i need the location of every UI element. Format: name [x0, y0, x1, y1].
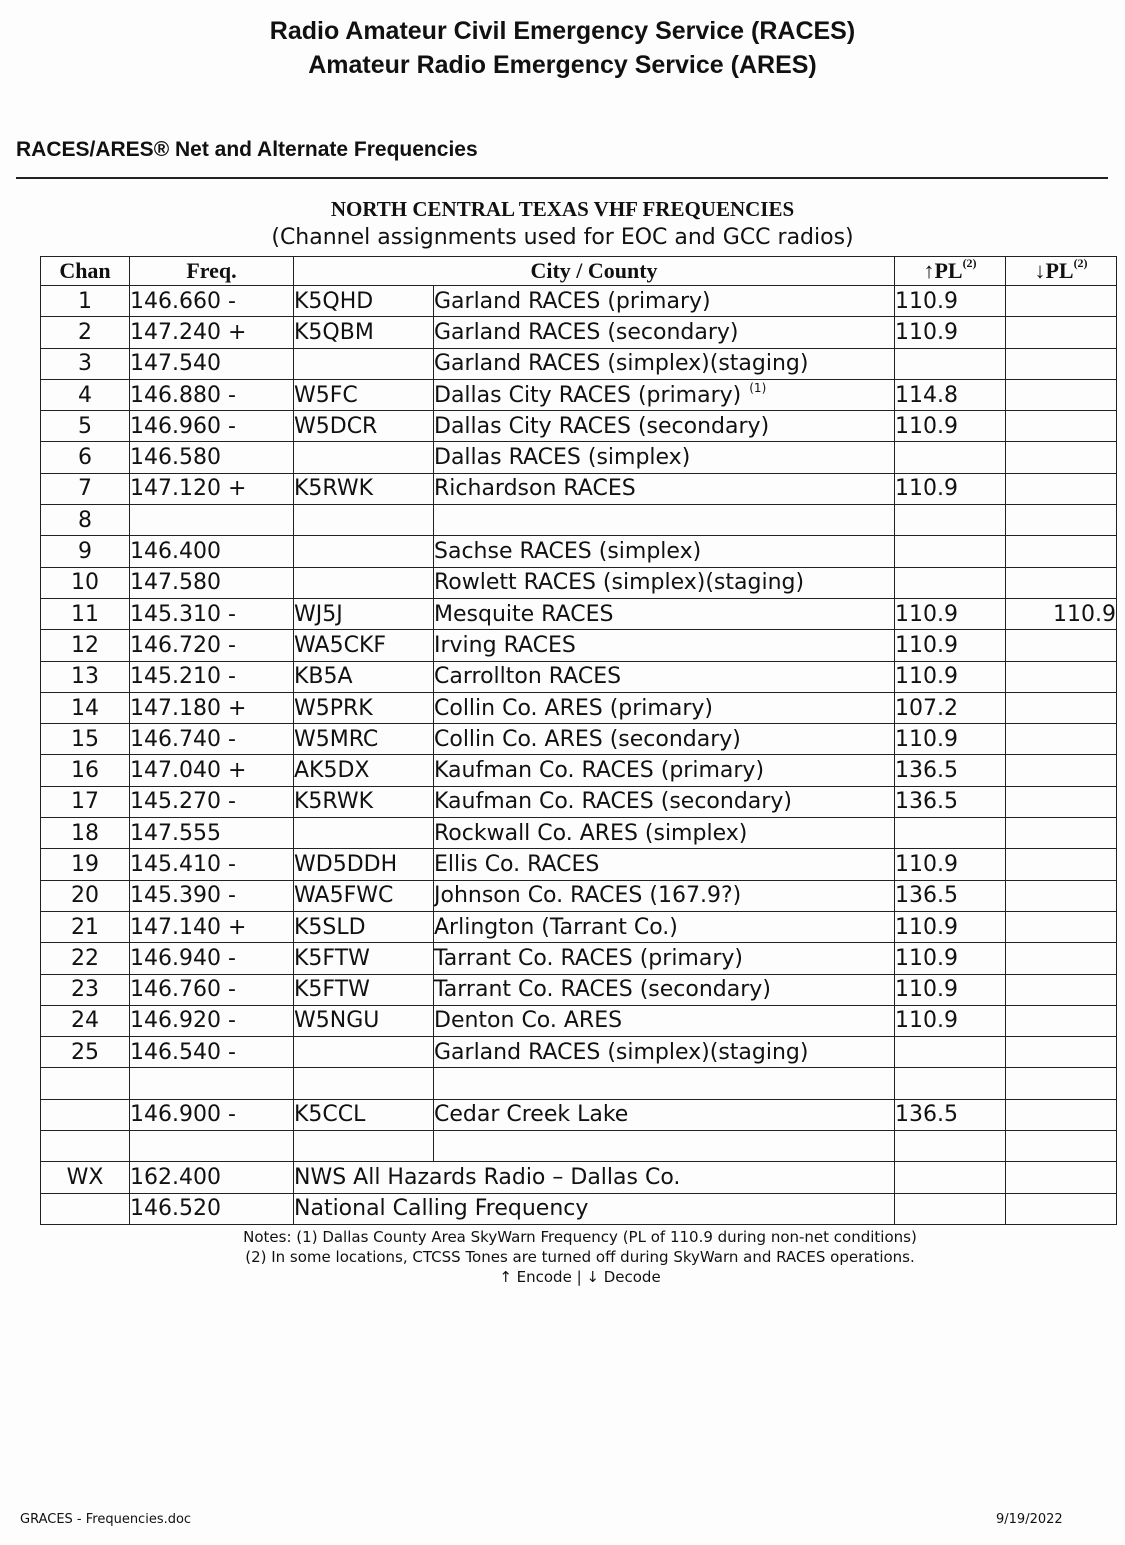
- frequency-cell: 147.180 +: [130, 692, 294, 723]
- table-row: [41, 348, 1117, 379]
- pl-decode-cell: [1006, 317, 1117, 348]
- pl-encode-cell: 136.5: [895, 786, 1006, 817]
- pl-encode-cell: 110.9: [895, 911, 1006, 942]
- callsign-cell: [294, 1068, 434, 1099]
- pl-encode-cell: 110.9: [895, 411, 1006, 442]
- frequency-cell: 147.120 +: [130, 473, 294, 504]
- callsign-cell: [294, 567, 434, 598]
- channel-cell: 23: [41, 974, 130, 1005]
- pl-encode-cell: 110.9: [895, 724, 1006, 755]
- footer-filename: GRACES - Frequencies.doc: [20, 1512, 192, 1527]
- frequency-cell: 145.410 -: [130, 849, 294, 880]
- table-row: [41, 567, 1117, 598]
- pl-encode-cell: 107.2: [895, 692, 1006, 723]
- table-row: [41, 630, 1117, 661]
- table-row: [41, 1068, 1117, 1099]
- channel-cell: 21: [41, 911, 130, 942]
- callsign-cell: [294, 536, 434, 567]
- col-header-pl-encode: [895, 257, 1006, 286]
- pl-encode-cell: [895, 536, 1006, 567]
- callsign-cell: K5RWK: [294, 786, 434, 817]
- channel-cell: [41, 1131, 130, 1162]
- pl-encode-cell: 136.5: [895, 880, 1006, 911]
- city-county-cell: [434, 786, 895, 817]
- col-header-freq: Freq.: [130, 257, 294, 286]
- pl-decode-note: (2): [1073, 256, 1088, 270]
- table-row: [41, 379, 1117, 410]
- frequency-cell: 147.040 +: [130, 755, 294, 786]
- callsign-cell: K5FTW: [294, 974, 434, 1005]
- table-row: [41, 943, 1117, 974]
- pl-encode-cell: [895, 1131, 1006, 1162]
- table-row: [41, 536, 1117, 567]
- table-row: [41, 818, 1117, 849]
- channel-cell: 22: [41, 943, 130, 974]
- channel-cell: 6: [41, 442, 130, 473]
- table-subheading: (Channel assignments used for EOC and GCC radios): [271, 225, 854, 250]
- description-cell: NWS All Hazards Radio – Dallas Co.: [294, 1162, 895, 1193]
- callsign-cell: K5QHD: [294, 286, 434, 317]
- city-county-cell: [434, 692, 895, 723]
- pl-decode-cell: [1006, 1005, 1117, 1036]
- city-county-cell: [434, 411, 895, 442]
- channel-cell: 14: [41, 692, 130, 723]
- channel-cell: WX: [41, 1162, 130, 1193]
- channel-cell: 2: [41, 317, 130, 348]
- pl-encode-cell: [895, 1037, 1006, 1068]
- channel-cell: 9: [41, 536, 130, 567]
- city-county-cell: [434, 849, 895, 880]
- city-county-text: Irving RACES: [434, 632, 576, 658]
- city-county-cell: [434, 379, 895, 410]
- channel-cell: 24: [41, 1005, 130, 1036]
- pl-decode-cell: [1006, 473, 1117, 504]
- city-county-text: Richardson RACES: [434, 476, 636, 502]
- callsign-cell: K5CCL: [294, 1099, 434, 1130]
- pl-decode-cell: [1006, 1193, 1117, 1224]
- city-county-cell: [434, 974, 895, 1005]
- callsign-cell: [294, 505, 434, 536]
- callsign-cell: [294, 348, 434, 379]
- pl-decode-cell: [1006, 536, 1117, 567]
- pl-decode-cell: [1006, 567, 1117, 598]
- table-row: [41, 411, 1117, 442]
- city-county-cell: [434, 348, 895, 379]
- pl-encode-cell: [895, 505, 1006, 536]
- note-line-2: (2) In some locations, CTCSS Tones are turned off during SkyWarn and RACES operations.: [245, 1248, 915, 1266]
- pl-encode-note: (2): [962, 256, 977, 270]
- callsign-cell: WJ5J: [294, 598, 434, 629]
- pl-decode-cell: [1006, 379, 1117, 410]
- pl-decode-cell: [1006, 1162, 1117, 1193]
- pl-encode-cell: 110.9: [895, 1005, 1006, 1036]
- col-header-chan: Chan: [41, 257, 130, 286]
- table-row: [41, 880, 1117, 911]
- pl-decode-cell: [1006, 943, 1117, 974]
- section-title: RACES/ARES® Net and Alternate Frequencies: [16, 138, 478, 161]
- frequency-cell: 146.920 -: [130, 1005, 294, 1036]
- table-row: [41, 473, 1117, 504]
- frequency-cell: 146.540 -: [130, 1037, 294, 1068]
- city-county-text: Ellis Co. RACES: [434, 851, 600, 877]
- pl-encode-cell: 110.9: [895, 630, 1006, 661]
- table-row: [41, 755, 1117, 786]
- table-row: [41, 1037, 1117, 1068]
- frequency-cell: 147.140 +: [130, 911, 294, 942]
- city-county-text: Kaufman Co. RACES (primary): [434, 758, 765, 784]
- city-county-cell: [434, 442, 895, 473]
- city-county-text: Garland RACES (secondary): [434, 319, 739, 345]
- pl-decode-cell: [1006, 661, 1117, 692]
- table-heading: NORTH CENTRAL TEXAS VHF FREQUENCIES: [330, 197, 795, 221]
- channel-cell: [41, 1099, 130, 1130]
- city-county-text: Carrollton RACES: [434, 664, 622, 690]
- pl-encode-cell: 136.5: [895, 755, 1006, 786]
- channel-cell: 7: [41, 473, 130, 504]
- col-header-city: City / County: [294, 257, 895, 286]
- pl-encode-cell: [895, 348, 1006, 379]
- callsign-cell: [294, 1037, 434, 1068]
- table-row: [41, 911, 1117, 942]
- table-row: [41, 786, 1117, 817]
- callsign-cell: AK5DX: [294, 755, 434, 786]
- frequency-cell: 146.580: [130, 442, 294, 473]
- pl-encode-cell: [895, 1193, 1006, 1224]
- city-county-cell: [434, 630, 895, 661]
- frequency-cell: 146.880 -: [130, 379, 294, 410]
- city-county-text: Johnson Co. RACES (167.9?): [434, 883, 742, 909]
- city-county-text: Garland RACES (simplex)(staging): [434, 1039, 809, 1065]
- city-county-cell: [434, 661, 895, 692]
- pl-encode-cell: 110.9: [895, 943, 1006, 974]
- pl-encode-cell: 110.9: [895, 317, 1006, 348]
- city-county-text: Sachse RACES (simplex): [434, 539, 702, 565]
- footnote-marker: (1): [749, 380, 767, 395]
- note-legend: ↑ Encode | ↓ Decode: [499, 1268, 661, 1286]
- city-county-cell: [434, 567, 895, 598]
- table-header-row: [41, 257, 1117, 286]
- pl-encode-cell: [895, 1068, 1006, 1099]
- city-county-text: Rowlett RACES (simplex)(staging): [434, 570, 805, 596]
- frequency-cell: 147.240 +: [130, 317, 294, 348]
- pl-decode-cell: [1006, 1068, 1117, 1099]
- table-row: [41, 1099, 1117, 1130]
- city-county-text: Collin Co. ARES (primary): [434, 695, 713, 721]
- callsign-cell: W5PRK: [294, 692, 434, 723]
- pl-encode-cell: 110.9: [895, 849, 1006, 880]
- frequency-cell: [130, 1068, 294, 1099]
- callsign-cell: K5QBM: [294, 317, 434, 348]
- callsign-cell: [294, 818, 434, 849]
- channel-cell: 5: [41, 411, 130, 442]
- city-county-text: Tarrant Co. RACES (primary): [434, 945, 743, 971]
- table-row: [41, 661, 1117, 692]
- callsign-cell: K5FTW: [294, 943, 434, 974]
- table-row: [41, 505, 1117, 536]
- frequency-cell: 146.740 -: [130, 724, 294, 755]
- table-row: [41, 692, 1117, 723]
- document-title-line-1: Radio Amateur Civil Emergency Service (RACES): [269, 17, 856, 45]
- pl-decode-cell: [1006, 818, 1117, 849]
- city-county-cell: [434, 1099, 895, 1130]
- pl-decode-cell: [1006, 1099, 1117, 1130]
- frequency-cell: 147.555: [130, 818, 294, 849]
- frequency-cell: [130, 505, 294, 536]
- pl-encode-cell: 110.9: [895, 974, 1006, 1005]
- channel-cell: 8: [41, 505, 130, 536]
- pl-encode-label: ↑PL: [923, 258, 963, 283]
- document-title-line-2: Amateur Radio Emergency Service (ARES): [308, 51, 817, 79]
- pl-encode-cell: 110.9: [895, 473, 1006, 504]
- pl-decode-cell: 110.9: [1006, 598, 1117, 629]
- pl-encode-cell: 110.9: [895, 598, 1006, 629]
- callsign-cell: W5NGU: [294, 1005, 434, 1036]
- city-county-text: Kaufman Co. RACES (secondary): [434, 789, 792, 815]
- channel-cell: 10: [41, 567, 130, 598]
- channel-cell: 16: [41, 755, 130, 786]
- callsign-cell: K5RWK: [294, 473, 434, 504]
- callsign-cell: KB5A: [294, 661, 434, 692]
- frequency-cell: 146.660 -: [130, 286, 294, 317]
- channel-cell: 1: [41, 286, 130, 317]
- city-county-text: Garland RACES (simplex)(staging): [434, 351, 809, 377]
- table-row: [41, 317, 1117, 348]
- city-county-text: Arlington (Tarrant Co.): [434, 914, 678, 940]
- pl-decode-cell: [1006, 411, 1117, 442]
- city-county-cell: [434, 724, 895, 755]
- frequency-cell: 147.580: [130, 567, 294, 598]
- frequency-cell: 145.390 -: [130, 880, 294, 911]
- frequency-cell: 146.520: [130, 1193, 294, 1224]
- table-row: [41, 974, 1117, 1005]
- callsign-cell: [294, 442, 434, 473]
- pl-decode-cell: [1006, 630, 1117, 661]
- callsign-cell: K5SLD: [294, 911, 434, 942]
- channel-cell: 15: [41, 724, 130, 755]
- channel-cell: 4: [41, 379, 130, 410]
- table-row: [41, 286, 1117, 317]
- city-county-cell: [434, 911, 895, 942]
- pl-encode-cell: 136.5: [895, 1099, 1006, 1130]
- city-county-cell: [434, 943, 895, 974]
- city-county-cell: [434, 505, 895, 536]
- channel-cell: 17: [41, 786, 130, 817]
- table-row: [41, 1131, 1117, 1162]
- city-county-text: Cedar Creek Lake: [434, 1102, 629, 1128]
- pl-decode-cell: [1006, 1131, 1117, 1162]
- city-county-cell: [434, 880, 895, 911]
- city-county-cell: [434, 1131, 895, 1162]
- channel-cell: 11: [41, 598, 130, 629]
- pl-decode-cell: [1006, 505, 1117, 536]
- pl-decode-label: ↓PL: [1034, 258, 1074, 283]
- pl-encode-cell: 114.8: [895, 379, 1006, 410]
- footer-date: 9/19/2022: [996, 1512, 1063, 1527]
- pl-encode-cell: [895, 442, 1006, 473]
- pl-decode-cell: [1006, 442, 1117, 473]
- channel-cell: 3: [41, 348, 130, 379]
- city-county-text: Dallas RACES (simplex): [434, 445, 691, 471]
- frequency-cell: 146.760 -: [130, 974, 294, 1005]
- callsign-cell: W5DCR: [294, 411, 434, 442]
- pl-encode-cell: [895, 567, 1006, 598]
- channel-cell: 25: [41, 1037, 130, 1068]
- frequency-cell: 146.720 -: [130, 630, 294, 661]
- city-county-text: Denton Co. ARES: [434, 1008, 623, 1034]
- pl-decode-cell: [1006, 974, 1117, 1005]
- frequency-cell: 162.400: [130, 1162, 294, 1193]
- description-cell: National Calling Frequency: [294, 1193, 895, 1224]
- pl-decode-cell: [1006, 724, 1117, 755]
- channel-cell: 18: [41, 818, 130, 849]
- table-row: [41, 442, 1117, 473]
- callsign-cell: WA5CKF: [294, 630, 434, 661]
- city-county-cell: [434, 536, 895, 567]
- table-row: [41, 849, 1117, 880]
- pl-encode-cell: 110.9: [895, 286, 1006, 317]
- callsign-cell: W5MRC: [294, 724, 434, 755]
- pl-decode-cell: [1006, 348, 1117, 379]
- pl-decode-cell: [1006, 1037, 1117, 1068]
- city-county-text: Collin Co. ARES (secondary): [434, 726, 741, 752]
- special-row: [41, 1162, 1117, 1193]
- city-county-cell: [434, 1037, 895, 1068]
- channel-cell: 19: [41, 849, 130, 880]
- channel-cell: 13: [41, 661, 130, 692]
- table-row: [41, 598, 1117, 629]
- table-row: [41, 1005, 1117, 1036]
- frequency-cell: [130, 1131, 294, 1162]
- callsign-cell: [294, 1131, 434, 1162]
- frequency-table: [40, 256, 1117, 1225]
- city-county-cell: [434, 1005, 895, 1036]
- pl-decode-cell: [1006, 911, 1117, 942]
- city-county-cell: [434, 598, 895, 629]
- special-row: [41, 1193, 1117, 1224]
- frequency-cell: 146.960 -: [130, 411, 294, 442]
- city-county-cell: [434, 818, 895, 849]
- pl-encode-cell: 110.9: [895, 661, 1006, 692]
- pl-decode-cell: [1006, 880, 1117, 911]
- frequency-cell: 146.900 -: [130, 1099, 294, 1130]
- frequency-cell: 145.270 -: [130, 786, 294, 817]
- frequency-cell: 146.400: [130, 536, 294, 567]
- channel-cell: [41, 1193, 130, 1224]
- pl-decode-cell: [1006, 286, 1117, 317]
- callsign-cell: WA5FWC: [294, 880, 434, 911]
- city-county-text: Mesquite RACES: [434, 601, 614, 627]
- note-line-1: Notes: (1) Dallas County Area SkyWarn Frequency (PL of 110.9 during non-net conditions): [243, 1228, 917, 1246]
- pl-encode-cell: [895, 1162, 1006, 1193]
- callsign-cell: W5FC: [294, 379, 434, 410]
- col-header-pl-decode: [1006, 257, 1117, 286]
- frequency-cell: 145.310 -: [130, 598, 294, 629]
- city-county-text: Garland RACES (primary): [434, 288, 711, 314]
- channel-cell: [41, 1068, 130, 1099]
- pl-decode-cell: [1006, 755, 1117, 786]
- city-county-cell: [434, 286, 895, 317]
- city-county-text: Dallas City RACES (primary): [434, 382, 742, 408]
- channel-cell: 12: [41, 630, 130, 661]
- frequency-cell: 146.940 -: [130, 943, 294, 974]
- frequency-cell: 145.210 -: [130, 661, 294, 692]
- city-county-text: Rockwall Co. ARES (simplex): [434, 820, 748, 846]
- city-county-text: Dallas City RACES (secondary): [434, 413, 770, 439]
- city-county-cell: [434, 755, 895, 786]
- callsign-cell: WD5DDH: [294, 849, 434, 880]
- pl-encode-cell: [895, 818, 1006, 849]
- city-county-cell: [434, 1068, 895, 1099]
- city-county-cell: [434, 317, 895, 348]
- city-county-text: Tarrant Co. RACES (secondary): [434, 977, 771, 1003]
- pl-decode-cell: [1006, 786, 1117, 817]
- frequency-cell: 147.540: [130, 348, 294, 379]
- pl-decode-cell: [1006, 692, 1117, 723]
- pl-decode-cell: [1006, 849, 1117, 880]
- table-row: [41, 724, 1117, 755]
- city-county-cell: [434, 473, 895, 504]
- channel-cell: 20: [41, 880, 130, 911]
- section-divider: [16, 177, 1108, 179]
